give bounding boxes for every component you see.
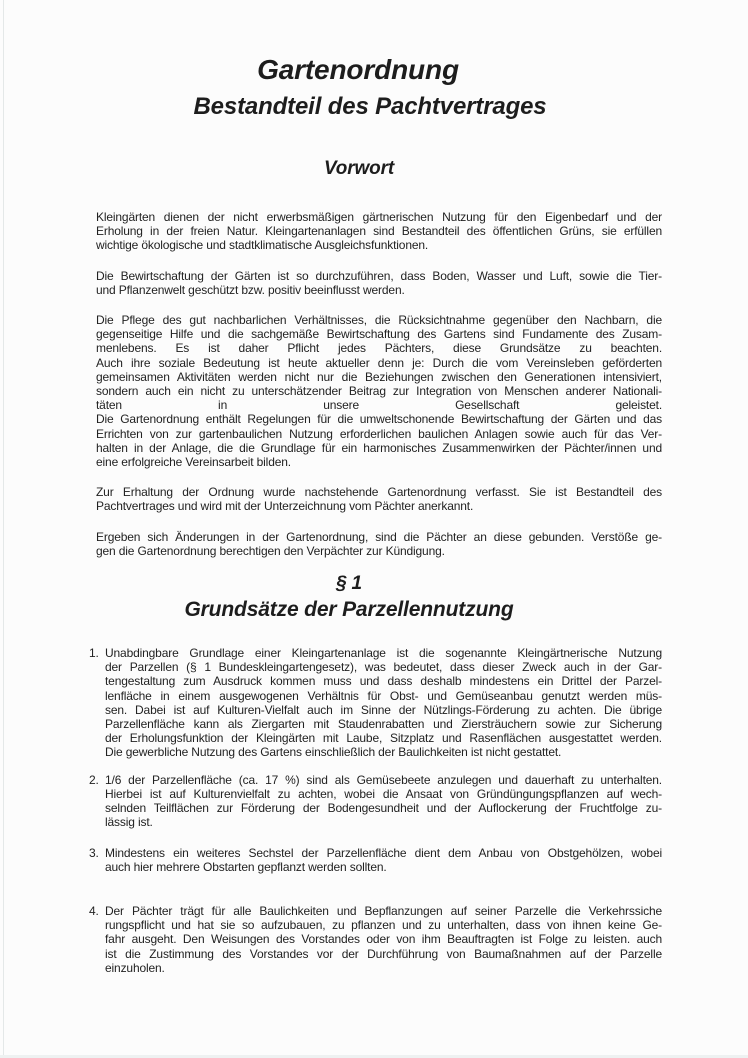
list-item bbox=[89, 646, 662, 760]
list-item-text bbox=[105, 904, 662, 975]
text-line: täten in unsere Gesellschaft geleistet. bbox=[96, 398, 662, 413]
text-line: 1/6 der Parzellenfläche (ca. 17 %) sind als Gemüsebeete anzulegen und dauerhaft zu unterhalten. bbox=[105, 772, 662, 787]
text-line: der Parzellen (§ 1 Bundeskleingartengesetz), was bedeutet, dass dieser Zweck auch in der Gar- bbox=[105, 660, 662, 675]
text-line: lenfläche in einem ausgewogenen Verhältnis für Obst- und Gemüseanbau genutzt werden müs- bbox=[105, 688, 662, 703]
text-line: Ergeben sich Änderungen in der Gartenordnung, sind die Pächter an diese gebunden. Verstöße ge- bbox=[96, 529, 662, 544]
text-line: ist die Zustimmung des Vorstandes vor der Durchführung von Baumaßnahmen auf der Parzelle bbox=[105, 946, 662, 961]
text-line: eine erfolgreiche Vereinsarbeit bilden. bbox=[96, 455, 291, 470]
text-line: Parzellenfläche kann als Ziergarten mit Staudenrabatten und Ziersträuchern sowie zur Sicherung bbox=[105, 717, 662, 732]
text-line: lässig ist. bbox=[105, 815, 153, 830]
list-item bbox=[89, 772, 662, 830]
text-line: fahr ausgeht. Den Weisungen des Vorstandes oder von ihm Beauftragten ist Folge zu leisten. auch bbox=[105, 932, 662, 947]
text-line: selnden Teilflächen zur Förderung der Bodengesundheit und der Auflockerung der Fruchtfolge zu- bbox=[105, 801, 662, 816]
text-line: sen. Dabei ist auf Kulturen-Vielfalt auch im Sinne der Nützlings-Förderung zu achten. Die übrige bbox=[105, 702, 662, 717]
text-line: einzuholen. bbox=[105, 960, 165, 975]
text-line: halten in der Anlage, die die Grundlage für ein harmonisches Zusammenwirken der Pächter/innen und bbox=[96, 440, 662, 455]
text-line: Die Bewirtschaftung der Gärten ist so durchzuführen, dass Boden, Wasser und Luft, sowie die Tier- bbox=[96, 268, 662, 283]
text-line: Mindestens ein weiteres Sechstel der Parzellenfläche dient dem Anbau von Obstgehölzen, wobei bbox=[105, 845, 662, 860]
text-line: gegenseitige Hilfe und die sachgemäße Bewirtschaftung des Gartens sind Fundamente des Zusam- bbox=[96, 327, 662, 342]
text-line: auch hier mehrere Obstarten gepflanzt werden sollten. bbox=[105, 859, 387, 874]
text-line: Errichten von zur gartenbaulichen Nutzung erforderlichen baulichen Anlagen sowie auch für das Ver- bbox=[96, 426, 662, 441]
list-item-number: 1. bbox=[89, 646, 99, 661]
text-line: Pachtvertrages und wird mit der Unterzeichnung vom Pächter anerkannt. bbox=[96, 499, 474, 514]
text-line: Die Pflege des gut nachbarlichen Verhältnisses, die Rücksichtnahme gegenüber den Nachbarn, die bbox=[96, 313, 662, 328]
list-item-text bbox=[105, 846, 662, 874]
text-line: Unabdingbare Grundlage einer Kleingartenanlage ist die sogenannte Kleingärtnerische Nutzung bbox=[105, 646, 662, 661]
list-item-number: 4. bbox=[89, 903, 99, 918]
text-line: Die gewerbliche Nutzung des Gartens einschließlich der Baulichkeiten ist nicht gestattet. bbox=[105, 745, 562, 760]
text-line: Hierbei ist auf Kulturenvielfalt zu achten, wobei die Ansaat von Gründüngungspflanzen auf wech- bbox=[105, 786, 662, 801]
document-subtitle: Bestandteil des Pachtvertrages bbox=[193, 93, 547, 120]
text-line: gen die Gartenordnung berechtigen den Verpächter zur Kündigung. bbox=[96, 543, 445, 558]
paragraph bbox=[96, 485, 662, 513]
list-item bbox=[89, 845, 662, 874]
text-line: sondern auch ein nicht zu unterschätzender Beitrag zur Integration von Menschen anderer Nationali- bbox=[96, 384, 662, 399]
text-line: Der Pächter trägt für alle Baulichkeiten und Bepflanzungen auf seiner Parzelle die Verkehrssiche bbox=[105, 903, 662, 918]
text-line: Auch ihre soziale Bedeutung ist heute aktueller denn je: Durch die vom Vereinsleben geförderten bbox=[96, 355, 662, 370]
list-item-text bbox=[105, 646, 662, 760]
list-item-number: 2. bbox=[89, 772, 99, 787]
text-line: rungspflicht und hat sie so aufzubauen, zu pflanzen und zu unterhalten, dass von ihnen keine Ge- bbox=[105, 918, 662, 933]
text-line: Die Gartenordnung enthält Regelungen für die umweltschonende Bewirtschaftung der Gärten und das bbox=[96, 412, 662, 427]
list-item-text bbox=[105, 773, 662, 830]
paragraph bbox=[96, 313, 662, 469]
section-1-heading: Grundsätze der Parzellennutzung bbox=[184, 598, 514, 622]
text-line: menlebens. Es ist daher Pflicht jedes Pächters, diese Grundsätze zu beachten. bbox=[96, 341, 662, 356]
section-1-list bbox=[89, 646, 662, 975]
text-line: wichtige ökologische und stadtklimatische Ausgleichsfunktionen. bbox=[96, 238, 429, 253]
text-line: gemeinsamen Aktivitäten werden nicht nur die Beziehungen zwischen den Generationen intensiviert, bbox=[96, 369, 662, 384]
text-line: und Pflanzenwelt geschützt bzw. positiv beeinflusst werden. bbox=[96, 282, 405, 297]
vorwort-heading: Vorwort bbox=[323, 158, 395, 179]
list-item-number: 3. bbox=[89, 845, 99, 860]
text-line: Erholung in der freien Natur. Kleingartenanlagen sind Bestandteil des öffentlichen Grüns, sie erfüllen bbox=[96, 224, 662, 239]
vorwort-paragraphs bbox=[96, 210, 662, 558]
paragraph bbox=[96, 210, 662, 253]
paragraph bbox=[96, 530, 662, 558]
section-1-number: § 1 bbox=[336, 573, 362, 595]
text-line: Kleingärten dienen der nicht erwerbsmäßigen gärtnerischen Nutzung für den Eigenbedarf und der bbox=[96, 210, 662, 224]
list-item bbox=[89, 903, 662, 975]
paragraph bbox=[96, 269, 662, 297]
document-body bbox=[89, 210, 662, 975]
text-line: tengestaltung zum Ausdruck kommen muss und dass deshalb mindestens ein Drittel der Parzel- bbox=[105, 674, 662, 689]
document-title: Gartenordnung bbox=[257, 54, 459, 85]
text-line: Zur Erhaltung der Ordnung wurde nachstehende Gartenordnung verfasst. Sie ist Bestandteil des bbox=[96, 485, 662, 500]
text-line: der Erholungsfunktion der Kleingärten mit Laube, Sitzplatz und Rasenflächen ausgestattet werden. bbox=[105, 731, 662, 746]
